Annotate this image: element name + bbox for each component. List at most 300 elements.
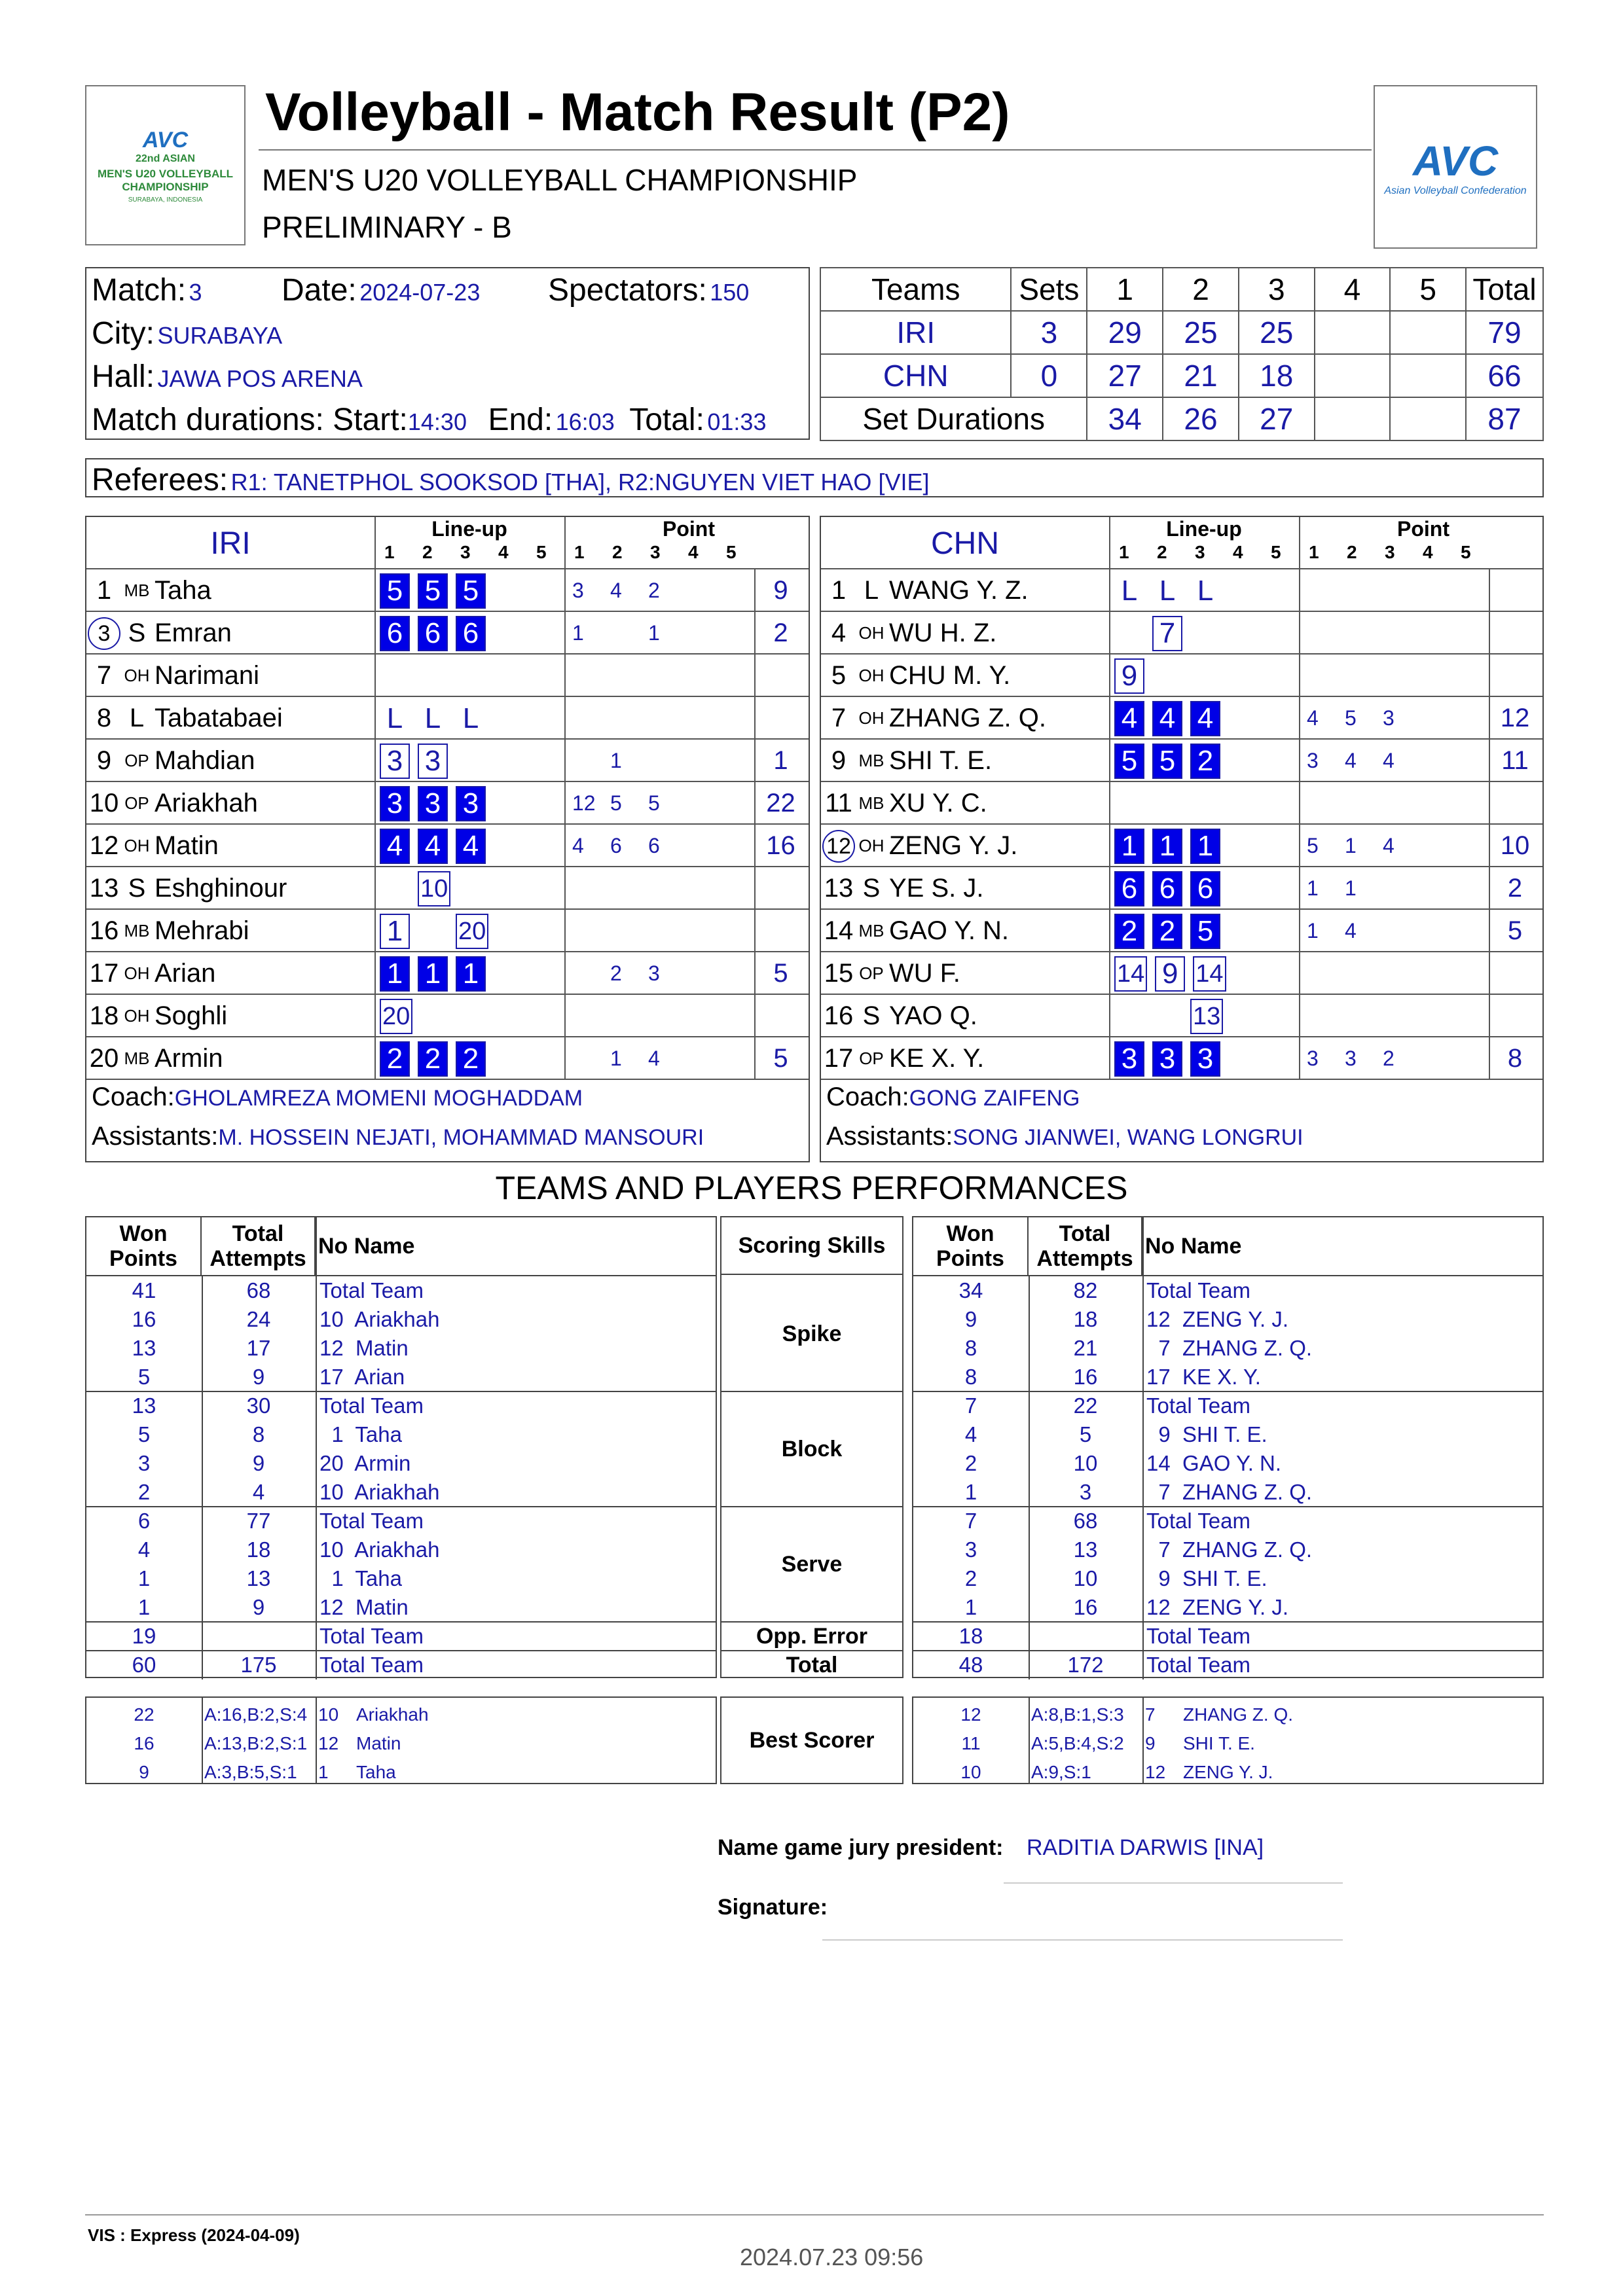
player-name: Arian	[155, 959, 216, 988]
player-total-points: 11	[1501, 746, 1529, 775]
player-row	[86, 655, 809, 697]
point-set-label: 1	[1309, 542, 1319, 562]
player-position: OH	[858, 708, 884, 728]
lineup-starter: 4	[456, 829, 486, 864]
point-set-label: 5	[726, 542, 737, 562]
group-divider	[86, 1391, 716, 1392]
total-attempts: 18	[1073, 1307, 1098, 1331]
player-name: YAO Q.	[889, 1001, 977, 1030]
lineup-cells	[1114, 998, 1231, 1034]
player-total-points: 5	[773, 959, 788, 988]
lineup-cells	[380, 785, 494, 821]
score-cell: 79	[1466, 311, 1543, 354]
col-divider	[1299, 569, 1300, 612]
won-points: 1	[964, 1595, 977, 1619]
point-set-label: 3	[1385, 542, 1395, 562]
player-number: 20	[89, 1044, 119, 1073]
col-divider	[1109, 569, 1110, 612]
referees-value: R1: TANETPHOL SOOKSOD [THA], R2:NGUYEN VIET HAO [VIE]	[230, 469, 930, 495]
col-divider	[564, 782, 566, 825]
best-scorer-name: Matin	[356, 1733, 401, 1753]
skill-opp-error: Opp. Error	[756, 1623, 868, 1649]
player-name: Mehrabi	[155, 916, 249, 945]
player-entry: 7 ZHANG Z. Q.	[1146, 1537, 1313, 1562]
col-divider	[1109, 697, 1110, 740]
group-divider	[86, 1621, 716, 1623]
set-points: 12	[572, 791, 596, 815]
col-divider	[1109, 995, 1110, 1037]
lineup-substitute: 14	[1193, 956, 1226, 992]
col-divider	[564, 910, 566, 952]
score-table	[820, 267, 1544, 441]
signature-line	[822, 1939, 1343, 1941]
won-points: 1	[137, 1595, 151, 1619]
championship-logo-edition: 22nd ASIAN	[136, 152, 195, 164]
col-divider	[1109, 782, 1110, 825]
lineup-starter: 1	[1114, 829, 1144, 864]
player-entry: 7 ZHANG Z. Q.	[1146, 1336, 1313, 1360]
player-position: S	[128, 619, 146, 647]
player-position: MB	[858, 793, 884, 813]
player-row	[821, 1037, 1542, 1080]
best-scorer-name: SHI T. E.	[1183, 1733, 1255, 1753]
player-row	[821, 825, 1542, 867]
player-total-points	[1490, 569, 1540, 612]
lineup-substitute: 20	[380, 999, 412, 1034]
scoring-skills-header: Scoring Skills	[721, 1217, 902, 1275]
total-attempts: 22	[1073, 1393, 1098, 1418]
total-attempts: 10	[1073, 1566, 1098, 1590]
set-points: 4	[648, 1047, 660, 1070]
player-entry: 7 ZHANG Z. Q.	[1146, 1480, 1313, 1504]
won-points: 7	[964, 1393, 977, 1418]
score-team-row	[820, 311, 1543, 354]
player-position: MB	[858, 751, 884, 770]
player-entry: Total Team	[1146, 1653, 1250, 1677]
score-header-cell: 1	[1087, 268, 1163, 311]
best-scorer-number: 12	[318, 1733, 339, 1753]
col-divider	[374, 740, 376, 782]
lineup-starter: 2	[1152, 914, 1182, 949]
set-points: 1	[1307, 876, 1319, 900]
group-divider	[86, 1506, 716, 1507]
lineup-starter: 6	[1190, 871, 1220, 906]
best-scorer-name: Ariakhah	[356, 1704, 429, 1725]
player-total-points	[756, 655, 806, 697]
lineup-starter: 2	[456, 1041, 486, 1077]
set-points: 4	[1383, 834, 1395, 857]
lineup-substitute: 9	[1114, 658, 1144, 694]
lineup-header	[821, 517, 1542, 569]
player-row	[821, 867, 1542, 910]
won-points: 6	[137, 1509, 151, 1533]
lineup-substitute: 1	[380, 914, 410, 949]
player-position: OH	[858, 666, 884, 685]
lineup-starter: 6	[1114, 871, 1144, 906]
left-best-scorer-table	[85, 1696, 717, 1784]
won-points: 18	[958, 1624, 983, 1648]
col-divider	[1109, 825, 1110, 867]
lineup-starter: 4	[380, 829, 410, 864]
lineup-substitute: 7	[1152, 616, 1182, 651]
score-header-cell: 2	[1163, 268, 1239, 311]
player-row	[86, 825, 809, 867]
col-divider	[564, 867, 566, 910]
player-total-points	[756, 697, 806, 740]
total-attempts: 24	[246, 1307, 271, 1331]
score-cell: 25	[1239, 311, 1315, 354]
performance-title: TEAMS AND PLAYERS PERFORMANCES	[495, 1170, 1128, 1206]
lineup-cells	[380, 615, 494, 651]
lineup-libero: L	[462, 702, 479, 734]
col-divider	[374, 910, 376, 952]
player-number: 17	[824, 1044, 854, 1073]
player-position: L	[129, 704, 145, 732]
player-number: 4	[831, 619, 847, 647]
player-entry: 17 KE X. Y.	[1146, 1365, 1261, 1389]
group-divider	[721, 1391, 902, 1392]
lineup-set-label: 2	[422, 542, 433, 562]
assistants-label: Assistants:	[826, 1122, 953, 1151]
set-points: 3	[572, 579, 584, 602]
lineup-substitute: 3	[380, 744, 410, 779]
col-divider	[374, 655, 376, 697]
total-attempts: 9	[252, 1595, 265, 1619]
won-points: 2	[964, 1566, 977, 1590]
lineup-substitute: 10	[418, 871, 450, 906]
player-row	[86, 867, 809, 910]
player-position: OH	[124, 1006, 150, 1026]
spectators-value: 150	[710, 279, 750, 306]
set-duration-cell: 34	[1087, 397, 1163, 440]
player-position: OP	[859, 1049, 884, 1068]
player-entry: 14 GAO Y. N.	[1146, 1451, 1282, 1475]
player-name: WU H. Z.	[889, 619, 997, 647]
lineup-cells	[380, 1041, 494, 1077]
player-row	[821, 782, 1542, 825]
jury-underline	[1004, 1882, 1343, 1884]
point-set-label: 4	[1423, 542, 1433, 562]
won-points: 2	[964, 1451, 977, 1475]
lineup-starter: 6	[380, 616, 410, 651]
set-duration-cell	[1390, 397, 1466, 440]
player-total-points	[756, 910, 806, 952]
set-points: 5	[1345, 706, 1357, 730]
player-name: Taha	[155, 576, 211, 605]
player-total-points: 1	[773, 746, 788, 775]
player-total-points: 9	[773, 576, 788, 605]
player-row	[821, 697, 1542, 740]
score-cell: 18	[1239, 354, 1315, 397]
lineup-starter: 5	[380, 573, 410, 609]
match-number	[92, 272, 202, 308]
player-name: Soghli	[155, 1001, 228, 1030]
total-attempts: 9	[252, 1365, 265, 1389]
lineup-starter: 4	[418, 829, 448, 864]
player-entry: Total Team	[319, 1393, 424, 1418]
lineup-substitute: 13	[1190, 999, 1223, 1034]
player-total-points: 5	[1507, 916, 1523, 945]
best-scorer-breakdown: A:5,B:4,S:2	[1031, 1733, 1124, 1753]
lineup-starter: 1	[456, 956, 486, 992]
end-value: 16:03	[555, 408, 615, 435]
team-name: IRI	[210, 526, 251, 561]
player-number: 5	[831, 661, 847, 690]
scoring-skills-column	[720, 1216, 903, 1678]
end-label: End:	[488, 403, 553, 437]
city	[92, 315, 282, 351]
player-number: 15	[824, 959, 854, 988]
best-scorer-number: 9	[1145, 1733, 1156, 1753]
set-points: 1	[610, 749, 622, 772]
captain-number: 3	[88, 617, 120, 650]
won-points: 1	[137, 1566, 151, 1590]
col-divider	[1109, 910, 1110, 952]
assistants	[92, 1122, 704, 1151]
lineup-starter: 3	[1114, 1041, 1144, 1077]
date-label: Date:	[282, 273, 357, 308]
left-performance-table	[85, 1216, 717, 1678]
lineup-starter: 5	[1114, 744, 1144, 779]
player-position: S	[862, 1001, 881, 1030]
score-cell: 29	[1087, 311, 1163, 354]
total-attempts: 3	[1079, 1480, 1092, 1504]
total-value: 01:33	[707, 408, 767, 435]
right-best-scorer-table	[912, 1696, 1544, 1784]
match-durations	[92, 402, 766, 438]
coach-label: Coach:	[826, 1083, 909, 1111]
match-label: Match:	[92, 273, 187, 308]
player-name: Narimani	[155, 661, 260, 690]
col-divider	[564, 952, 566, 995]
col-divider	[1299, 910, 1300, 952]
player-entry: 12 ZENG Y. J.	[1146, 1307, 1289, 1331]
lineup-cells	[380, 573, 494, 609]
player-name: ZENG Y. J.	[889, 831, 1018, 860]
total-attempts: 4	[252, 1480, 265, 1504]
score-cell	[1315, 354, 1391, 397]
player-entry: Total Team	[1146, 1509, 1250, 1533]
won-points: 2	[137, 1480, 151, 1504]
skill-serve: Serve	[781, 1551, 843, 1577]
point-set-label: 4	[688, 542, 699, 562]
lineup-set-label: 5	[1271, 542, 1281, 562]
best-scorer-points: 10	[960, 1762, 981, 1782]
player-entry: 9 SHI T. E.	[1146, 1566, 1267, 1590]
coach	[92, 1083, 583, 1112]
player-position: MB	[124, 921, 150, 941]
player-position: OH	[124, 666, 150, 685]
set-points: 1	[648, 621, 660, 645]
player-total-points: 12	[1500, 704, 1530, 732]
page-title: Volleyball - Match Result (P2)	[265, 82, 1010, 142]
name-header: No Name	[1145, 1233, 1242, 1259]
col-divider	[374, 569, 376, 612]
lineup-starter: 5	[1190, 914, 1220, 949]
lineup-starter: 1	[380, 956, 410, 992]
lineup-cells	[1114, 743, 1228, 779]
assistants-label: Assistants:	[92, 1122, 219, 1151]
point-set-label: 5	[1461, 542, 1471, 562]
best-scorer-name: ZHANG Z. Q.	[1183, 1704, 1293, 1725]
player-row	[86, 910, 809, 952]
lineup-starter: 4	[1152, 701, 1182, 736]
player-total-points	[1490, 782, 1540, 825]
lineup-cells	[1114, 870, 1228, 906]
lineup-cells	[1114, 828, 1228, 864]
player-entry: 12 ZENG Y. J.	[1146, 1595, 1289, 1619]
won-points-header: Won Points	[86, 1217, 202, 1275]
player-row	[86, 569, 809, 612]
score-header-cell: 5	[1390, 268, 1466, 311]
lineup-cells	[380, 913, 496, 949]
championship-logo-text: MEN'S U20 VOLLEYBALL	[97, 167, 234, 180]
total-label: Total:	[629, 403, 704, 437]
player-position: MB	[858, 921, 884, 941]
lineup-cells	[1114, 956, 1234, 992]
championship-logo	[85, 85, 246, 245]
avc-logo-mark: AVC	[1412, 137, 1499, 185]
player-total-points	[1490, 655, 1540, 697]
player-name: Ariakhah	[155, 789, 258, 817]
total-attempts: 16	[1073, 1365, 1098, 1389]
lineup-cells	[1114, 913, 1228, 949]
player-name: Matin	[155, 831, 219, 860]
player-number: 17	[89, 959, 119, 988]
won-points: 41	[132, 1278, 156, 1302]
player-number: 18	[89, 1001, 119, 1030]
lineup-set-label: 1	[384, 542, 395, 562]
total-attempts: 77	[246, 1509, 271, 1533]
best-scorer-points: 9	[139, 1762, 149, 1782]
lineup-set-label: 2	[1157, 542, 1167, 562]
player-row	[86, 1037, 809, 1080]
player-number: 10	[89, 789, 119, 817]
col-divider	[1109, 655, 1110, 697]
player-total-points: 16	[766, 831, 795, 860]
player-number: 7	[831, 704, 847, 732]
set-points: 1	[572, 621, 584, 645]
lineup-cells	[380, 870, 458, 906]
total-attempts: 10	[1073, 1451, 1098, 1475]
lineup-starter: 3	[380, 786, 410, 821]
player-position: OP	[124, 793, 149, 813]
won-points: 4	[137, 1537, 151, 1562]
player-number: 1	[831, 576, 847, 605]
player-total-points: 5	[773, 1044, 788, 1073]
set-points: 2	[648, 579, 660, 602]
col-divider	[374, 612, 376, 655]
assistants-names: SONG JIANWEI, WANG LONGRUI	[953, 1125, 1304, 1150]
lineup-starter: 3	[456, 786, 486, 821]
player-position: L	[864, 576, 879, 605]
lineup-cells	[1114, 573, 1228, 609]
championship-name: MEN'S U20 VOLLEYBALL CHAMPIONSHIP	[262, 163, 858, 197]
player-row	[86, 740, 809, 782]
title-divider	[259, 149, 1372, 151]
col-divider	[1299, 825, 1300, 867]
lineup-set-label: 3	[460, 542, 471, 562]
lineup-starter: 3	[1152, 1041, 1182, 1077]
player-number	[86, 612, 122, 655]
lineup-starter: 2	[380, 1041, 410, 1077]
player-total-points: 22	[766, 789, 795, 817]
won-points: 5	[137, 1422, 151, 1446]
player-number: 9	[831, 746, 847, 775]
city-label: City:	[92, 316, 155, 351]
match-date	[282, 272, 480, 308]
captain-number: 12	[822, 830, 855, 863]
best-scorer-label: Best Scorer	[749, 1727, 875, 1753]
player-name: SHI T. E.	[889, 746, 993, 775]
player-number: 11	[825, 789, 852, 817]
total-attempts: 8	[252, 1422, 265, 1446]
col-divider	[1299, 952, 1300, 995]
col-divider	[1029, 1698, 1030, 1783]
best-scorer-breakdown: A:13,B:2,S:1	[204, 1733, 308, 1753]
player-entry: Total Team	[1146, 1624, 1250, 1648]
player-position: OH	[858, 836, 884, 855]
player-total-points: 10	[1500, 831, 1530, 860]
set-points: 1	[610, 1047, 622, 1070]
championship-logo-mark: AVC	[142, 127, 189, 152]
best-scorer-breakdown: A:9,S:1	[1031, 1762, 1091, 1782]
lineup-starter: 2	[1114, 914, 1144, 949]
score-cell: 27	[1087, 354, 1163, 397]
player-row	[821, 952, 1542, 995]
player-position: MB	[124, 581, 150, 600]
set-durations-row	[820, 397, 1543, 440]
total-attempts: 82	[1073, 1278, 1098, 1302]
lineup-starter: 3	[418, 786, 448, 821]
col-divider	[1109, 612, 1110, 655]
col-divider	[374, 952, 376, 995]
set-points: 1	[1307, 919, 1319, 942]
score-header-row	[820, 268, 1543, 311]
player-name: Mahdian	[155, 746, 255, 775]
won-points-header: Won Points	[913, 1217, 1029, 1275]
score-cell: 0	[1011, 354, 1087, 397]
total-attempts: 9	[252, 1451, 265, 1475]
lineup-libero: L	[1121, 574, 1138, 607]
group-divider	[913, 1621, 1542, 1623]
player-name: YE S. J.	[889, 874, 984, 903]
header-divider	[86, 1275, 716, 1276]
score-header-cell: Teams	[820, 268, 1011, 311]
lineup-libero: L	[1197, 574, 1214, 607]
col-divider	[564, 655, 566, 697]
player-name: Eshghinour	[155, 874, 287, 903]
score-team-name: CHN	[820, 354, 1011, 397]
col-divider	[1299, 697, 1300, 740]
player-name: Armin	[155, 1044, 223, 1073]
score-team-row	[820, 354, 1543, 397]
total-attempts: 175	[240, 1653, 277, 1677]
col-divider	[1299, 655, 1300, 697]
lineup-set-label: 1	[1119, 542, 1129, 562]
col-divider	[1299, 1037, 1300, 1080]
col-divider	[316, 1217, 317, 1679]
player-number: 7	[96, 661, 112, 690]
best-scorer-breakdown: A:3,B:5,S:1	[204, 1762, 297, 1782]
best-scorer-points: 16	[134, 1733, 155, 1753]
start-value: 14:30	[407, 408, 467, 435]
total-attempts: 16	[1073, 1595, 1098, 1619]
avc-logo	[1374, 85, 1537, 249]
won-points: 48	[958, 1653, 983, 1677]
lineup-libero: L	[424, 702, 441, 734]
lineup-starter: 1	[1190, 829, 1220, 864]
